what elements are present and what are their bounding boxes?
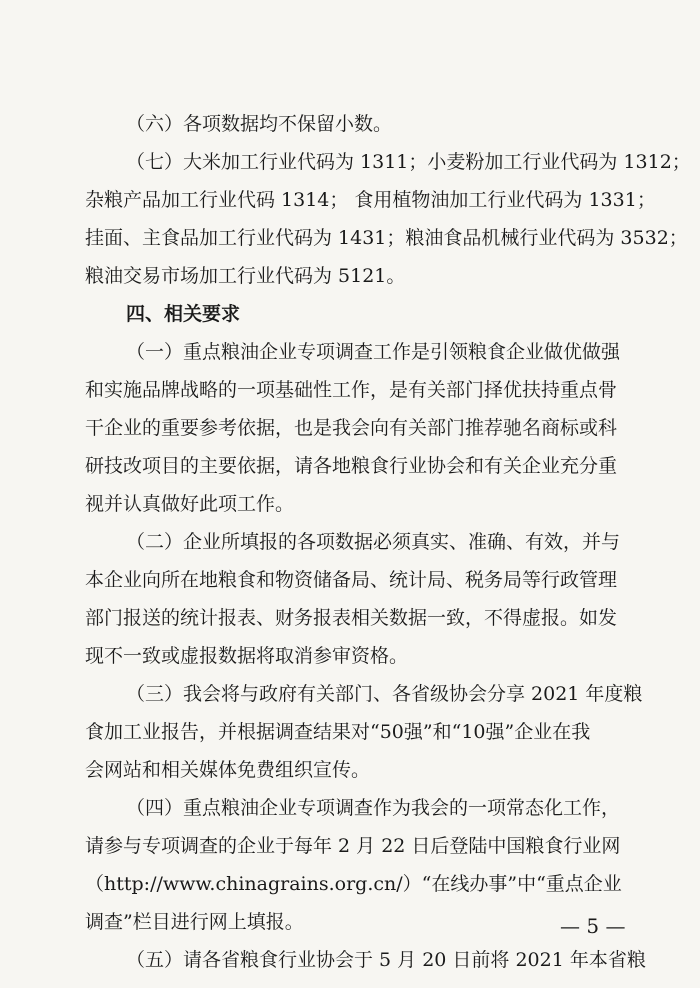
item-seven-line-4: 粮油交易市场加工行业代码为 5121。: [85, 265, 406, 287]
requirement-two-line-3: 部门报送的统计报表、财务报表相关数据一致，不得虚报。如发: [85, 607, 618, 629]
item-seven-line-1: （七）大米加工行业代码为 1311；小麦粉加工行业代码为 1312；: [126, 151, 691, 173]
requirement-four-line-3: （http://www.chinagrains.org.cn/）“在线办事”中“重点企业: [85, 873, 622, 895]
item-seven-line-2: 杂粮产品加工行业代码 1314； 食用植物油加工行业代码为 1331；: [85, 189, 656, 211]
page-number: — 5 —: [560, 914, 626, 938]
requirement-one-line-4: 研技改项目的主要依据，请各地粮食行业协会和有关企业充分重: [85, 455, 618, 477]
requirement-three-line-1: （三）我会将与政府有关部门、各省级协会分享 2021 年度粮: [126, 683, 643, 705]
requirement-four-line-2: 请参与专项调查的企业于每年 2 月 22 日后登陆中国粮食行业网: [85, 835, 621, 857]
item-six: （六）各项数据均不保留小数。: [126, 113, 393, 135]
requirement-three-line-3: 会网站和相关媒体免费组织宣传。: [85, 759, 371, 781]
requirement-four-line-4: 调查”栏目进行网上填报。: [85, 911, 304, 933]
item-seven-line-3: 挂面、主食品加工行业代码为 1431；粮油食品机械行业代码为 3532；: [85, 227, 688, 249]
requirement-one-line-5: 视并认真做好此项工作。: [85, 493, 295, 515]
requirement-two-line-4: 现不一致或虚报数据将取消参审资格。: [85, 645, 409, 667]
requirement-four-line-1: （四）重点粮油企业专项调查作为我会的一项常态化工作，: [126, 797, 621, 819]
requirement-two-line-1: （二）企业所填报的各项数据必须真实、准确、有效，并与: [126, 531, 621, 553]
section-heading-four: 四、相关要求: [126, 303, 241, 325]
requirement-one-line-3: 干企业的重要参考依据，也是我会向有关部门推荐驰名商标或科: [85, 417, 618, 439]
requirement-five-line-1: （五）请各省粮食行业协会于 5 月 20 日前将 2021 年本省粮: [126, 949, 646, 971]
requirement-two-line-2: 本企业向所在地粮食和物资储备局、统计局、税务局等行政管理: [85, 569, 618, 591]
requirement-one-line-1: （一）重点粮油企业专项调查工作是引领粮食企业做优做强: [126, 341, 621, 363]
requirement-three-line-2: 食加工业报告，并根据调查结果对“50强”和“10强”企业在我: [85, 721, 591, 743]
requirement-one-line-2: 和实施品牌战略的一项基础性工作，是有关部门择优扶持重点骨: [85, 379, 618, 401]
